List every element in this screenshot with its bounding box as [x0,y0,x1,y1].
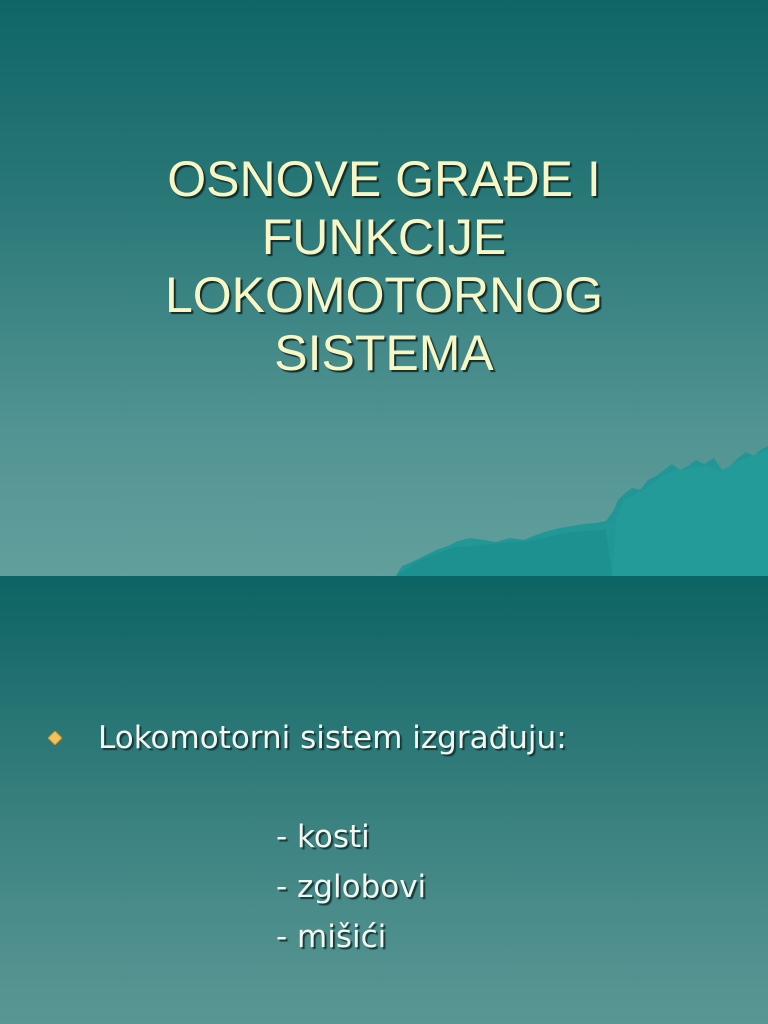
title-line-2: FUNKCIJE [261,209,507,265]
sub-item-zglobovi: - zglobovi [276,869,427,905]
bullet-text: Lokomotorni sistem izgrađuju: [98,720,567,756]
sub-list [276,812,426,962]
title-line-4: SISTEMA [274,325,494,381]
diamond-bullet-icon [48,731,62,745]
sub-item-misici: - mišići [276,919,387,955]
slide-title [84,150,684,382]
sub-item-kosti: - kosti [276,819,370,855]
title-line-3: LOKOMOTORNOG [164,267,603,323]
title-line-1: OSNOVE GRAĐE I [167,151,601,207]
